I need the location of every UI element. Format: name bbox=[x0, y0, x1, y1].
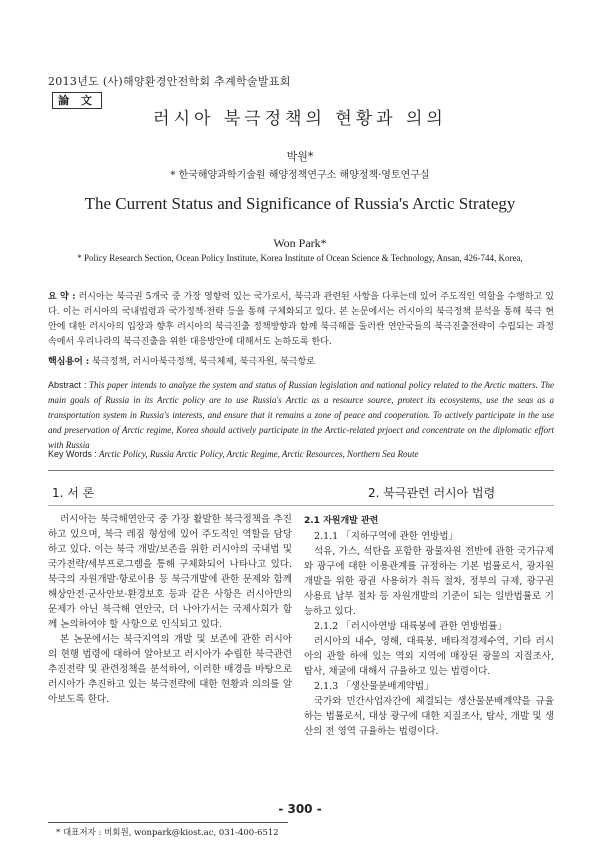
keywords-korean-text: 북극정책, 러시아북극정책, 북극체제, 북극자원, 북극항로 bbox=[92, 357, 315, 367]
section-2-heading: 2. 북극관련 러시아 법령 bbox=[368, 486, 496, 500]
keywords-korean bbox=[48, 354, 554, 367]
footnote: * 대표저자 : 비회원, wonpark@kiost.ac, 031-400-6512 bbox=[56, 828, 279, 838]
section-2-body bbox=[304, 512, 554, 739]
abstract-korean-text: 러시아는 북극권 5개국 중 가장 영향력 있는 국가로서, 북극과 관련된 사항을 다루는데 있어 주도적인 역할을 수행하고 있다. 이는 러시아의 국내법령과 국가정책·전략 등을 통해 구체화되고 있다. 본 논문에서는 러시아의 북극정책 분석을 통해 북극 현안에 대한 러시아의 입장과 향후 러시아의 북극진출 정책방향과 함께 북극해를 둘러싼 연안국들의 북극진출전략이 수립되는 과정 속에서 우리나라의 북극진출을 위한 대응방안에 대해서도 논하도록 한다. bbox=[48, 292, 554, 347]
abstract-divider bbox=[48, 470, 554, 471]
abstract-english-label: Abstract : bbox=[48, 380, 87, 390]
section-1-body bbox=[48, 512, 292, 707]
abstract-korean-label: 요 약 : bbox=[48, 292, 76, 302]
keywords-korean-label: 핵심용어 : bbox=[48, 357, 90, 367]
abstract-english bbox=[48, 378, 554, 453]
footnote-divider bbox=[48, 822, 288, 823]
keywords-english-text: Arctic Policy, Russia Arctic Policy, Arctic Regime, Arctic Resources, Northern Sea Route bbox=[98, 449, 419, 459]
section-1-heading: 1. 서 론 bbox=[52, 486, 95, 500]
affiliation-english: * Policy Research Section, Ocean Policy Institute, Korea Institute of Ocean Science & Technology, Ansan, 426-744, Korea, bbox=[77, 253, 523, 263]
law-item-text: 국가와 민간사업자간에 체결되는 생산물분배계약을 규율하는 법률로서, 대상 광구에 대한 지질조사, 탐사, 개발 및 생산의 전 영역 규율하는 법령이다. bbox=[304, 696, 554, 737]
keywords-english-label: Key Words : bbox=[48, 449, 97, 459]
title-korean: 러시아 북극정책의 현황과 의의 bbox=[153, 109, 447, 129]
abstract-english-text: This paper intends to analyze the system and status of Russian legislation and national policy related to the Arctic matters. The main goals of Russia in its Arctic policy are to use Russia's Arctic as a resource source, protect its ecosystems, use the seas as a transportation system in Russia's interests, and ensure that it remains a zone of peace and cooperation. To actively participate in the use and preservation of Arctic regime, Korea should actively participate in the Arctic-related prjoect and concentrate on the diplomatic effort with Russia bbox=[48, 380, 554, 450]
law-item-text: 러시아의 내수, 영해, 대륙붕, 배타적경제수역, 기타 러시아의 관할 하에 있는 역외 지역에 매장된 광물의 지질조사, 탐사, 채굴에 대해서 규율하고 있는 법령이다. bbox=[304, 636, 554, 677]
law-item-text: 석유, 가스, 석탄을 포함한 광물자원 전반에 관한 국가규제와 광구에 대한 이용관계를 규정하는 기본 법률로서, 광자원 개발을 위한 광권 사용허가 취득 절차, 정부의 규제, 광구권 사용료 납부 절차 등 자원개발의 기준이 되는 일반법률로 기능하고 있다. bbox=[304, 546, 554, 617]
subsection-heading: 2.1 자원개발 관련 bbox=[304, 516, 379, 526]
paper-type-badge: 論 文 bbox=[52, 92, 102, 109]
keywords-english bbox=[48, 449, 554, 459]
section-1-paragraph: 본 논문에서는 북극지역의 개발 및 보존에 관한 러시아의 현행 법령에 대하여 알아보고 러시아가 수립한 북극관련 추진전략 및 관련정책을 분석하여, 이러한 배경을 바탕으로 러시아가 추진하고 있는 북극전략에 대한 현황과 의의를 알아보도록 한다. bbox=[48, 634, 292, 705]
abstract-korean bbox=[48, 290, 554, 350]
section-heading-divider bbox=[48, 505, 554, 506]
law-item-label: 2.1.3 「생산물분배계약법」 bbox=[314, 681, 434, 692]
section-1-paragraph: 러시아는 북극해연안국 중 가장 활발한 북극정책을 추진하고 있으며, 북극 레짐 형성에 있어 주도적인 역할을 담당하고 있다. 이는 북극 개발/보존을 위한 러시아의 국내법 및 국가전략/세부프로그램을 통해 구체화되어 나타나고 있다. 북극의 자원개발·항로이용 등 북극개발에 관한 문제와 함께 해상안전·군사안보·환경보호 등과 같은 사항은 러시아만의 문제가 아닌 북극해 연안국, 더 나아가서는 국제사회가 함께 논의하여야 할 사항으로 인식되고 있다. bbox=[48, 514, 292, 630]
law-item-label: 2.1.1 「지하구역에 관한 연방법」 bbox=[314, 531, 459, 542]
title-english: The Current Status and Significance of Russia's Arctic Strategy bbox=[84, 194, 516, 213]
conference-header: 2013년도 (사)해양환경안전학회 추계학술발표회 bbox=[48, 75, 291, 88]
law-item-label: 2.1.2 「러시아연방 대륙붕에 관한 연방법률」 bbox=[314, 621, 507, 632]
page-number: - 300 - bbox=[278, 802, 322, 816]
author-english: Won Park* bbox=[273, 236, 327, 250]
affiliation-korean: * 한국해양과학기술원 해양정책연구소 해양정책·영토연구실 bbox=[170, 170, 430, 181]
author-korean: 박원* bbox=[286, 150, 314, 163]
